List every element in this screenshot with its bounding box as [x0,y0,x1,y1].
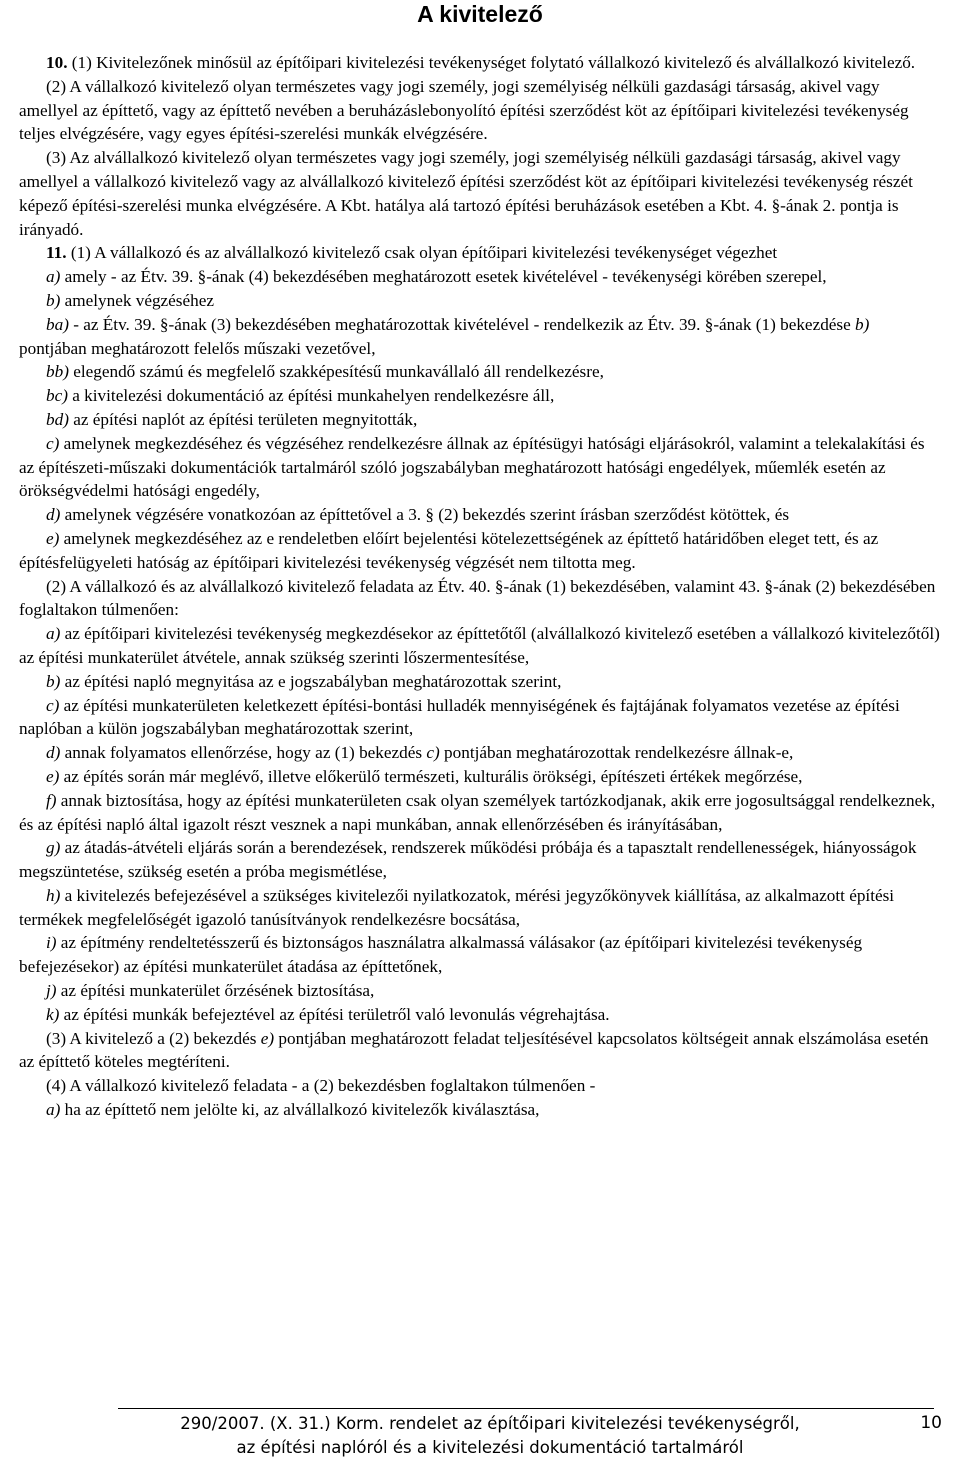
paragraph-text: annak biztosítása, hogy az építési munkaterületen csak olyan személyek tartózkodjanak, akik erre jogosultsággal rendelkeznek, és az építési napló által igazolt részt vesznek a napi munkában, annak ellenőrzésében és irányításában, [19,790,936,834]
paragraph [19,979,941,1003]
item-label: bc) [46,386,68,406]
paragraph [19,670,941,694]
paragraph-text: (3) A kivitelező a (2) bekezdés [46,1028,261,1048]
paragraph-text: pontjában meghatározott feladat teljesítésével kapcsolatos költségeit annak elszámolása esetén az építtető köteles megtéríteni. [19,1028,929,1072]
paragraph [19,694,941,742]
item-label: bb) [46,362,69,382]
page-number: 10 [920,1413,942,1433]
paragraph-text: az építési naplót az építési területen megnyitották, [68,409,418,429]
item-label: h) [46,885,61,905]
item-label: b) [46,671,61,691]
paragraph-text: az építőipari kivitelezési tevékenység megkezdésekor az építtetőtől (alvállalkozó kivitelező esetében a vállalkozó kivitelezőtől) az építési munkaterület átvétele, annak szükség szerinti lőszermentesítése, [19,624,940,667]
item-label: ba) [46,314,69,334]
paragraph [19,408,941,432]
paragraph [19,741,941,765]
paragraph-text: az építmény rendeltetésszerű és biztonságos használatra alkalmassá válásakor (az építőipari kivitelezési tevékenység befejezésekor) az építési munkaterület átadása az építtetőnek, [19,933,863,977]
item-label: j) [46,981,57,1001]
item-reference: e) [260,1028,275,1048]
paragraph [19,1098,941,1122]
item-label: b) [46,290,61,310]
section-number: 10. [46,53,68,72]
paragraph-text: (1) Kivitelezőnek minősül az építőipari kivitelezési tevékenységet folytató vállalkozó kivitelező és alvállalkozó kivitelező. [67,53,916,72]
item-label: c) [46,433,60,453]
paragraph-text: amely - az Étv. 39. §-ának (4) bekezdésében meghatározott esetek kivételével - tevékenységi körében szerepel, [60,267,827,287]
paragraph [19,360,941,384]
paragraph-text: a kivitelezés befejezésével a szükséges kivitelezői nyilatkozatok, mérési jegyzőkönyvek kiállítása, az alkalmazott építési termékek megfelelőségét igazoló tanúsítványok rendelkezésre bocsátása, [19,885,895,929]
item-reference: b) [855,314,870,334]
paragraph-text: (3) Az alvállalkozó kivitelező olyan természetes vagy jogi személy, jogi személyiség nélküli gazdasági társaság, akivel vagy amellyel a vállalkozó kivitelező vagy az alvállalkozó kivitelező építési szerződést köt az építőipari kivitelezési tevékenység részét képező építési-szerelési munka elvégzésére. A Kbt. hatálya alá tartozó építési beruházások esetében a Kbt. 4. §-ának 2. pontja is irányadó. [19,148,913,239]
paragraph [19,75,941,146]
paragraph-text: a kivitelezési dokumentáció az építési munkahelyen rendelkezésre áll, [67,386,555,406]
item-reference: c) [426,743,440,763]
document-body [19,51,941,1122]
footer-line-1: 290/2007. (X. 31.) Korm. rendelet az építőipari kivitelezési tevékenységről, [180,1414,800,1433]
paragraph-text: (4) A vállalkozó kivitelező feladata - a (2) bekezdésben foglaltakon túlmenően - [46,1076,596,1096]
paragraph [19,432,941,503]
item-label: c) [46,695,60,715]
paragraph [19,289,941,313]
footer-line-2: az építési naplóról és a kivitelezési dokumentáció tartalmáról [236,1438,744,1457]
paragraph-text: (2) A vállalkozó kivitelező olyan természetes vagy jogi személy, jogi személyiség nélküli gazdasági társaság, akivel vagy amellyel az építtető, vagy az építtető nevében a beruházáslebonyolító építési szerződést köt az építőipari kivitelezési tevékenység teljes elvégzésére, vagy egyes építési-szerelési munkák elvégzésére. [19,76,909,144]
paragraph [19,51,941,75]
item-label: f) [46,790,57,810]
page-title: A kivitelező [417,1,543,27]
paragraph-text: pontjában meghatározottak rendelkezésre állnak-e, [439,743,794,763]
footer [120,1412,860,1460]
paragraph-text: pontjában meghatározott felelős műszaki vezetővel, [19,338,376,358]
paragraph-text: ha az építtető nem jelölte ki, az alvállalkozó kivitelezők kiválasztása, [60,1100,540,1120]
paragraph-text: az építési munkák befejeztével az építési területről való levonulás végrehajtása. [59,1004,610,1024]
item-label: d) [46,505,61,525]
paragraph [19,313,941,361]
paragraph [19,622,941,670]
paragraph [19,384,941,408]
item-label: e) [46,528,60,548]
paragraph-text: az építési munkaterület őrzésének biztosítása, [56,981,375,1001]
item-label: a) [46,1100,61,1120]
item-label: a) [46,624,61,644]
item-label: e) [46,766,60,786]
item-label: bd) [46,409,69,429]
paragraph [19,146,941,241]
item-label: g) [46,838,61,858]
paragraph-text: az átadás-átvételi eljárás során a berendezések, rendszerek működési próbája és a tapasztalt rendellenességek, hiányosságok megszüntetése, szükség esetén a próba megismétlése, [19,838,917,882]
paragraph-text: amelynek végzéséhez [60,290,214,310]
item-label: d) [46,743,61,763]
paragraph [19,265,941,289]
paragraph [19,765,941,789]
paragraph [19,836,941,884]
paragraph [19,884,941,932]
paragraph [19,1074,941,1098]
footer-divider [118,1408,934,1409]
item-label: k) [46,1004,60,1024]
paragraph-text: (1) A vállalkozó és az alvállalkozó kivitelező csak olyan építőipari kivitelezési tevékenységet végezhet [66,243,778,263]
item-label: i) [46,933,57,953]
paragraph-text: elegendő számú és megfelelő szakképesítésű munkavállaló áll rendelkezésre, [68,362,604,382]
paragraph [19,1027,941,1075]
paragraph-text: annak folyamatos ellenőrzése, hogy az (1) bekezdés [60,743,427,763]
paragraph-text: amelynek végzésére vonatkozóan az építtetővel a 3. § (2) bekezdés szerint írásban szerződést kötöttek, és [60,505,790,525]
paragraph-text: (2) A vállalkozó és az alvállalkozó kivitelező feladata az Étv. 40. §-ának (1) bekezdésében, valamint 43. §-ának (2) bekezdésében foglaltakon túlmenően: [19,576,936,620]
paragraph [19,503,941,527]
paragraph-text: - az Étv. 39. §-ának (3) bekezdésében meghatározottak kivételével - rendelkezik az Étv. 39. §-ának (1) bekezdése [68,314,856,334]
paragraph-text: az építési napló megnyitása az e jogszabályban meghatározottak szerint, [60,671,562,691]
paragraph [19,575,941,623]
section-number: 11. [46,243,67,263]
paragraph-text: amelynek megkezdéséhez és végzéséhez rendelkezésre állnak az építésügyi hatósági eljárásokról, valamint a telekalakítási és az építészeti-műszaki dokumentációk tartalmáról szóló jogszabályban meghatározott hatósági engedélyek, műemlék esetén az örökségvédelmi hatósági engedély, [19,433,925,501]
paragraph [19,241,941,265]
paragraph-text: az építés során már meglévő, illetve előkerülő természeti, kulturális örökségi, építészeti értékek megőrzése, [59,766,803,786]
paragraph [19,931,941,979]
item-label: a) [46,267,61,287]
paragraph [19,527,941,575]
paragraph-text: az építési munkaterületen keletkezett építési-bontási hulladék mennyiségének és fajtájának folyamatos vezetése az építési naplóban a külön jogszabályban meghatározottak szerint, [19,695,900,739]
paragraph-text: amelynek megkezdéséhez az e rendeletben előírt bejelentési kötelezettségének az építtető határidőben eleget tett, és az építésfelügyeleti hatóság az építőipari kivitelezési tevékenység végzését nem tiltotta meg. [19,528,879,572]
paragraph [19,789,941,837]
paragraph [19,1003,941,1027]
